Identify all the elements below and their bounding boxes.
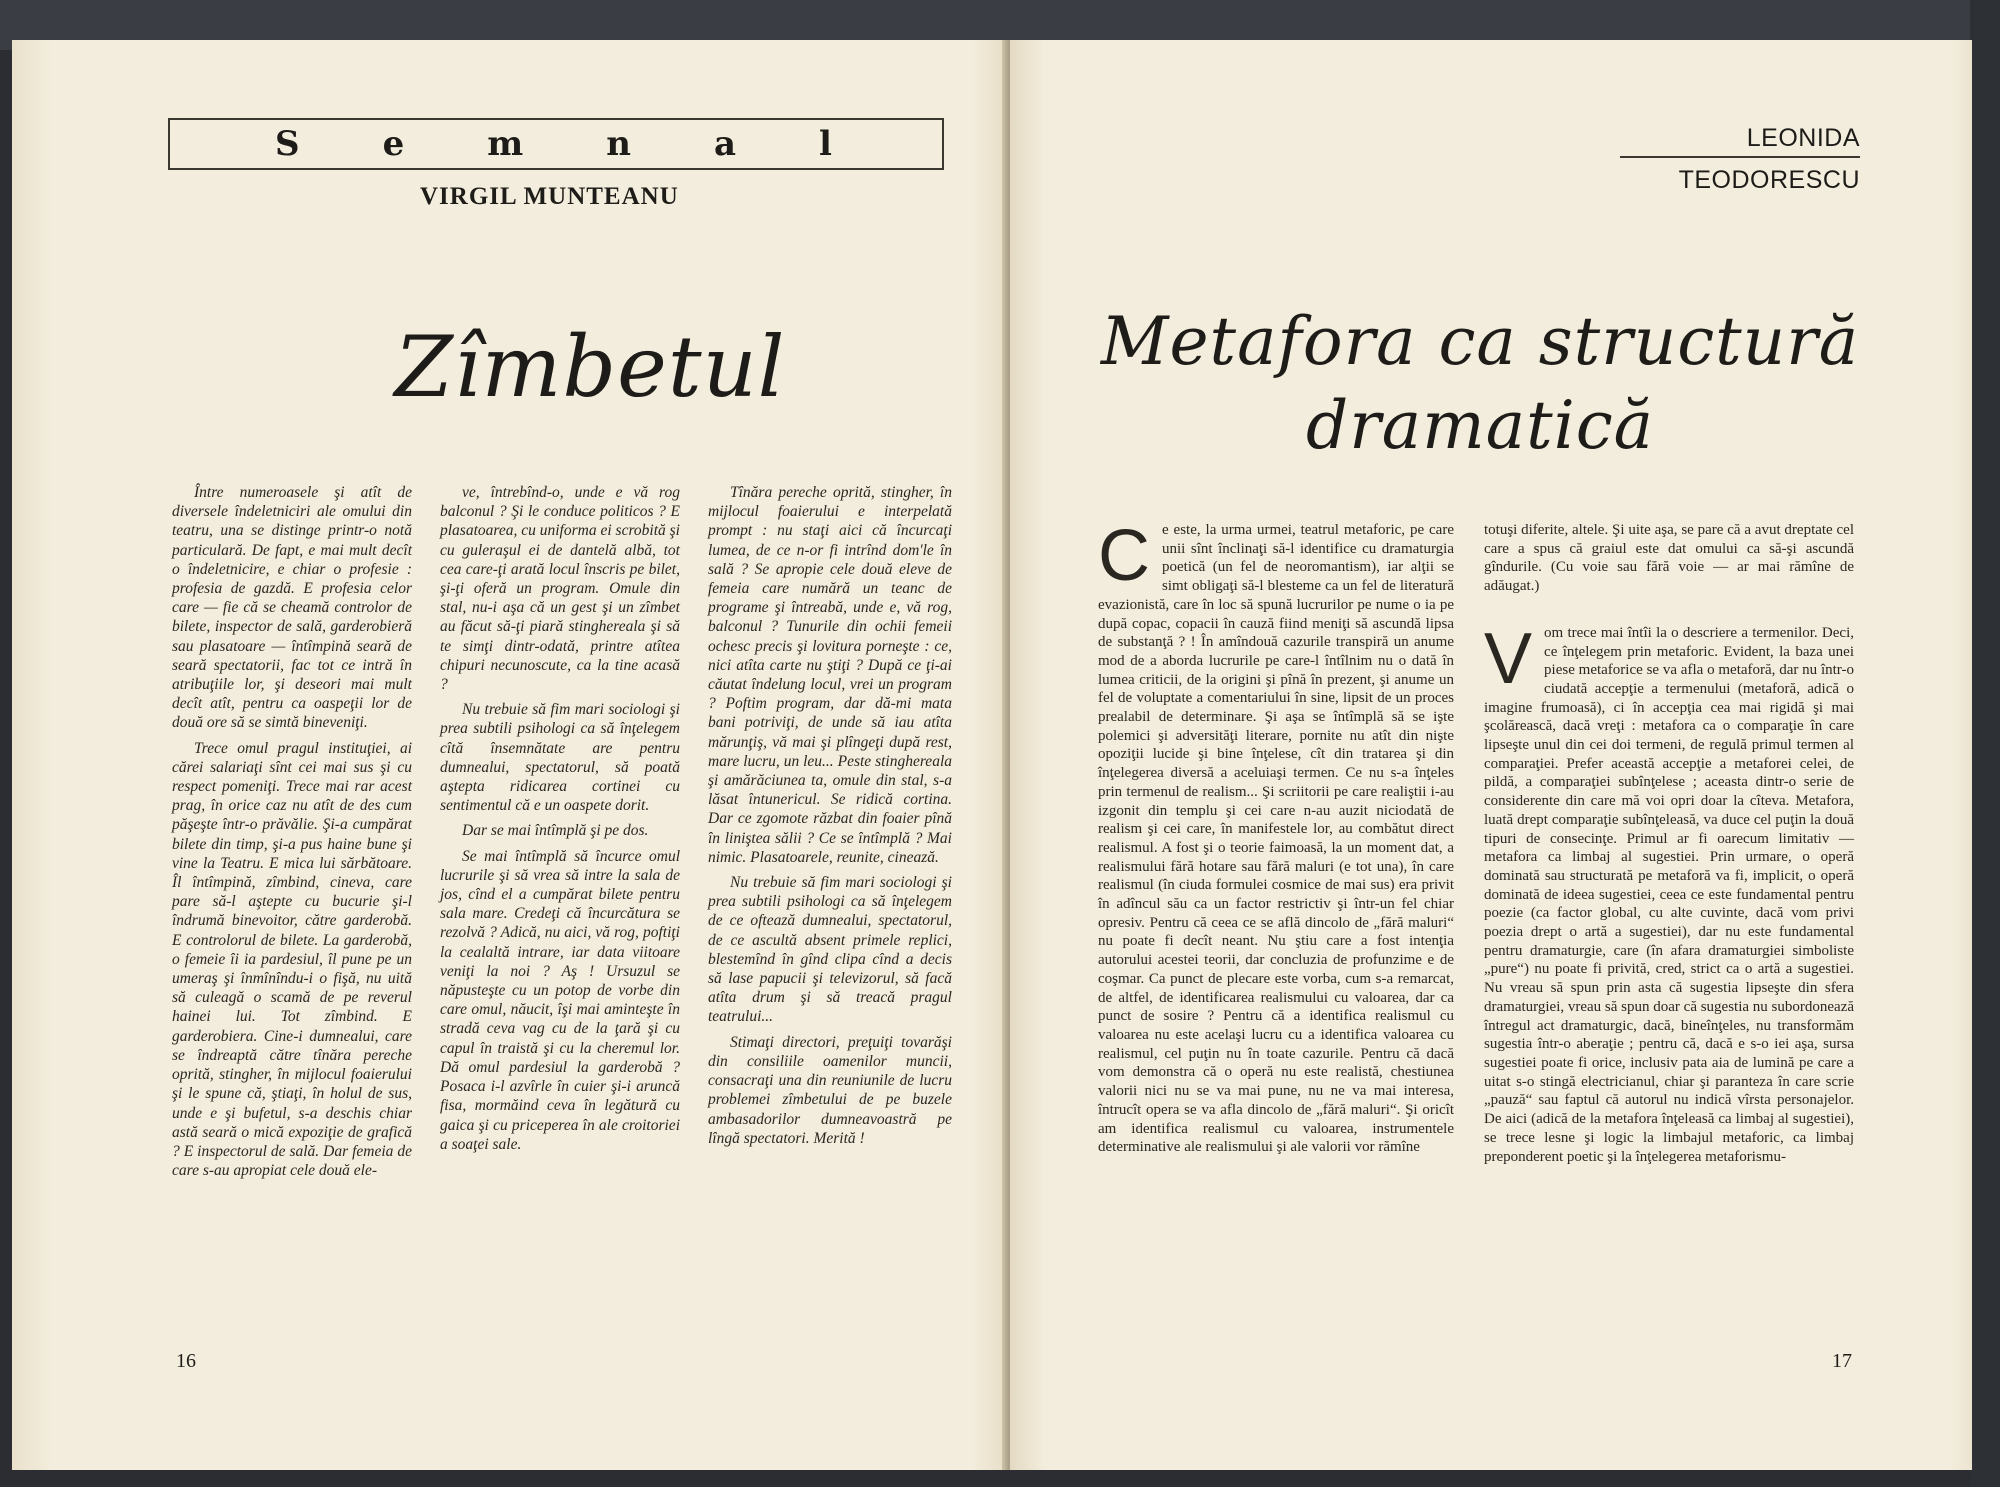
title-line-1: Metafora ca structură <box>1100 303 1860 380</box>
right-column-2 <box>1484 521 1854 1166</box>
drop-cap: C <box>1098 516 1150 596</box>
author-rule <box>1620 156 1860 158</box>
semnal-letter: S <box>275 124 300 164</box>
paragraph: e este, la urma urmei, teatrul metaforic, pe care unii sînt înclinaţi să-l identifice cu dramaturgia poetică (un fel de neoromantism), iar alţii se simt obligaţi să-l blesteme ca un fel de literatură evazionistă, care în loc să spună lucrurilor pe nume o ia pe după copac, copacii în cauză fiind meniţi să ascundă lipsa de substanţă ? ! În amîndouă cazurile transpiră un anume mod de a aborda lucrurile pe care-l întîlnim nu o dată în lumea criticii, de la origini şi pînă în prezent, şi anume un fel de voluptate a comentariului în sine, lipsit de un proces prealabil de determinare. Şi aşa se întîmplă să se iştе polemici şi adversităţi literare, pornite nu atît din nişte opoziţii lucide şi bine înţelese, cît din tratarea şi din înţelegerea diversă a aceluiaşi termen. Ce nu s-a înţeles prin termenul de realism... Şi scriitorii pe care realiştii i-au izgonit din templu şi cei care n-au auzit niciodată de realism şi cei care, în manifestele lor, au combătut direct realismul. A fost şi o teorie faimoasă, la un moment dat, a realismului fără hotare sau fără maluri (e tot una), în care realismul (în ciuda formulei cosmice de mai sus) era privit în adîncul său ca un factor restrictiv şi într-un fel chiar opresiv. Pentru că ceea ce se află dincolo de „fără maluri“ nu poate fi decît neant. Nu ştiu care a fost intenţia autorului acestei teorii, dar concluzia de profunzime e de coşmar. Ca punct de plecare este vorba, cum s-a remarcat, de altfel, de identificarea realismului cu valoarea, dar ca punct de sosire ? Pentru că a identifica realismul cu valoarea nu este acelaşi lucru cu a identifica valoarea cu realismul, cel puţin nu în toate cazurile. Pentru că dacă vom demonstra că o operă nu este realistă, chestiunea valorii nici nu se va mai pune, nu ne va mai interesa, întrucît opera se va afla dincolo de „fără maluri“. Şi oricît am identifica realismul cu valoarea, instrumentele determinative ale realismului şi ale valorii vor rămîne <box>1098 522 1454 1156</box>
paragraph: Trece omul pragul instituţiei, ai cărei salariaţi sînt cei mai sus şi cu respect pomeniţi. Trece mai rar acest prag, în orice caz nu atît de des cum păşeşte într-o prăvălie. Şi-a cumpărat bilete din timp, şi-a pus haine bune şi vine la Teatru. E mica lui sărbătoare. Îl întîmpină, zîmbind, cineva, care pare să-l aştepte cu bucurie şi-l îndrumă binevoitor, către garderobă. E controlorul de bilete. La garderobă, o femeie îi ia pardesiul, îl pune pe un umeraş şi înmînîndu-i o fişă, nu uită să culeagă o scamă de pe reverul hainei lui. Tot zîmbind. E garderobiera. Cine-i dumnealui, care se îndreaptă către tînăra pereche oprită, stingher, în mijlocul foaierului şi le spune că, ştiaţi, în holul de sus, unde e şi bufetul, s-a deschis chiar astă seară o mică expoziţie de grafică ? E inspectorul de sală. Dar femeia de care s-au apropiat cele două ele- <box>172 739 412 1180</box>
author-first-name: LEONIDA <box>1746 124 1860 152</box>
section-gap <box>1484 596 1854 624</box>
semnal-letter: l <box>819 124 832 164</box>
paragraph: Nu trebuie să fim mari sociologi şi prea subtili psihologi ca să înţelegem cîtă însemnătate are pentru dumnealui, spectatorul, să poată aştepta ridicarea cortinei cu sentimentul că e un oaspete dorit. <box>440 701 680 815</box>
author-last-name: TEODORESCU <box>1678 166 1860 194</box>
paragraph: Tînăra pereche oprită, stingher, în mijlocul foaierului e interpelată prompt : nu staţi aici că încurcaţi lumea, de ce n-or fi intrînd dom'le în sală ? Se apropie cele două eleve de femeia care numără un teanc de programe şi întreabă, unde e, vă rog, balconul ? Tunurile din ochii femeii ochesc precis şi lovitura porneşte : ce, nici atîta carte nu ştiţi ? După ce ţi-ai căutat îndelung locul, vrei un program ? Poftim program, dar dă-mi mata bani potriviţi, de unde să iau atîta mărunţiş, vă mai şi plîngeţi după rest, mare lucru, un leu... Peste stingherealа şi amărăciunea ta, omule din stal, s-a lăsat întunericul. Se ridică cortina. Dar ce zgomote răzbat din foaier pînă în liniştea sălii ? Ce se întîmplă ? Mai nimic. Plasatoarele, reunite, cinează. <box>708 484 952 866</box>
semnal-letter: n <box>606 124 631 164</box>
paragraph: Stimaţi directori, preţuiţi tovarăşi din consiliile oamenilor muncii, consacraţi una din reuniunile de lucru problemei zîmbetului de pe buzele ambasadorilor dumneavoastră pe lîngă spectatori. Merită ! <box>708 1033 952 1147</box>
paragraph: totuşi diferite, altele. Şi uite aşa, se pare că a avut dreptate cel care a spus că graiul este dat omului ca să-şi ascundă gîndurile. (Cu voie sau fără voie — ar mai rămîne de adăugat.) <box>1484 522 1854 595</box>
paragraph: Se mai întîmplă să încurce omul lucrurile şi să vrea să intre la sala de jos, cînd el a cumpărat bilete pentru sala mare. Credeţi că încurcătura se rezolvă ? Adică, nu aici, vă rog, poftiţi la cealaltă intrare, iar data viitoare veniţi la noi ? Aş ! Ursuzul se năpusteşte cu un potop de vorbe din care omul, năucit, îşi mai aminteşte în stradă ceva vag cu de la ţară şi cu capul în traistă şi cu la cheremul lor. Dă omul pardesiul la garderobă ? Posaca i-l azvîrle în cuier şi-i aruncă fisa, mormăind ceva în legătură cu gaica şi cu priceperea în ale croitoriei a soaţei sale. <box>440 847 680 1153</box>
paragraph: om trece mai întîi la o descriere a termenilor. Deci, ce înţelegem prin metaforic. Evident, la baza unei piese metaforice se va afla o metaforă, dar nu într-o ciudată accepţie a termenului (metaforă, adică o imagine frumoasă), ci în accepţia cea mai rigidă şi mai şcolărească, dacă vreţi : metafora ca o comparaţie în care lipseşte unul din cei doi termeni, de regulă primul termen al comparaţiei. Prefer această accepţie a metaforei celei, de pildă, a comparaţiei subînţelese ; aceasta dintr-o serie de considerente din care mă voi opri doar la cîteva. Metafora, luată drept comparaţie subînţeleasă, va duce cel puţin la două tipuri de consecinţe. Primul ar fi oarecum limitativ — metafora ca limbaj al sugestiei. Prin urmare, o operă dominată sau structurată pe metaforă va fi, implicit, o operă dominată de ideea sugestiei, ceea ce este fundamental pentru poezie (ca factor global, cu alte cuvinte, dacă vom privi poezia drept o artă a sugestiei), dar nu este fundamental pentru dramaturgie, care (în afara dramaturgiei simboliste „pure“) nu poate fi privită, cred, strict ca o artă a sugestiei. Nu vreau să spun prin asta că sugestia lipseşte din sfera dramaturgiei, vreau să spun doar că sugestia nu subordonează întregul act dramaturgic, dacă, bineînţeles, nu transformăm sugestia într-o aberaţie ; pentru că, dacă e s-o iei aşa, sursa sugestiei poate fi orice, inclusiv pata aia de lumină pe care a uitat s-o stingă electricianul, chiar şi paranteza în care scrie „pauză“ sau faptul că autorul nu indică vîrsta personajelor. De aici (adică de la metafora înţeleasă ca limbaj al sugestiei), se trece lesne şi logic la limbajul metaforic, ca limbaj preponderent poetic şi la înţelegerea metaforismu- <box>1484 624 1855 1165</box>
semnal-header-box <box>168 118 944 170</box>
left-author: VIRGIL MUNTEANU <box>420 183 679 210</box>
semnal-letter: e <box>382 124 405 164</box>
paragraph: ve, întrebînd-o, unde e vă rog balconul ? Şi le conduce politicos ? E plasatoarea, cu uniforma ei scrobită şi cu guleraşul ei de dantelă albă, tot cea care-ţi arată locul înscris pe bilet, şi-ţi oferă un program. Omule din stal, nu-i aşa că un gest şi un zîmbet au făcut să-ţi piară stingherealа şi să te simţi dintr-odată, printre atîtea chipuri necunoscute, ca la tine acasă ? <box>440 484 680 694</box>
left-article-title: Zîmbetul <box>394 318 786 416</box>
page-number-right: 17 <box>1832 1350 1852 1372</box>
drop-cap: V <box>1484 618 1533 699</box>
right-author <box>1620 120 1860 198</box>
left-column-1 <box>172 483 412 1186</box>
semnal-letter: m <box>487 124 524 164</box>
paragraph: Dar se mai întîmplă şi pe dos. <box>462 822 649 840</box>
paragraph: Nu trebuie să fim mari sociologi şi prea subtili psihologi ca să înţelegem de ce oftează dumnealui, spectatorul, de ce ascultă absent primele replici, blestemînd în gînd clipa cînd a decis să lase papucii şi televizorul, să facă atîta drum şi să treacă pragul teatrului... <box>708 874 952 1026</box>
book-cover-edge <box>1970 0 2000 1487</box>
semnal-letter: a <box>713 124 737 164</box>
left-column-2 <box>440 483 680 1160</box>
title-line-2: dramatică <box>1305 387 1655 464</box>
right-article-title <box>1080 300 1880 468</box>
paragraph: Între numeroasele şi atît de diversele îndeletniciri ale omului din teatru, una se distinge printr-o notă particulară. De fapt, e mai mult decît o îndeletnicire, e chiar o profesie : profesia de gazdă. E profesia celor care — fie că se cheamă controlor de bilete, inspector de sală, garderobieră sau plasatoare — întîmpină seară de seară spectatorii, fac tot ce intră în atribuţiile lor, şi deseori mai mult decît atît, pentru ca oaspeţii lor de două ore să se simtă bineveniţi. <box>172 484 412 732</box>
page-number-left: 16 <box>176 1350 196 1372</box>
right-column-1 <box>1098 516 1454 1157</box>
left-column-3 <box>708 483 952 1154</box>
